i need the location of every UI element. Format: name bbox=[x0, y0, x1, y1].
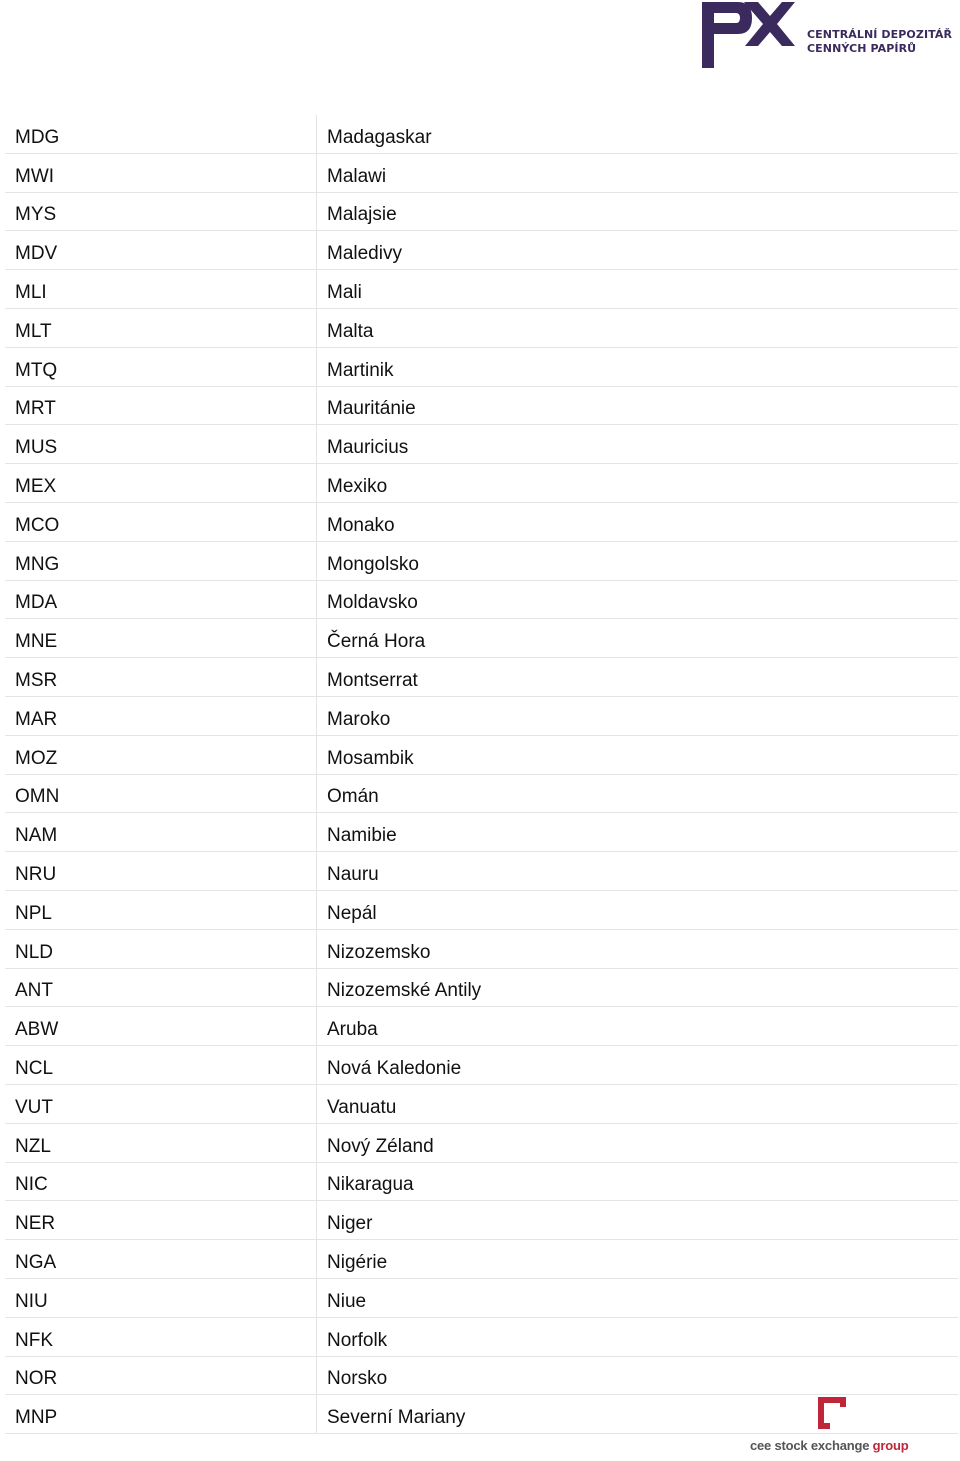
country-name-cell: Mexiko bbox=[317, 464, 959, 503]
logo-line-2: CENNÝCH PAPÍRŮ bbox=[807, 42, 917, 55]
table-row bbox=[5, 580, 958, 619]
table-row bbox=[5, 153, 958, 192]
country-name-cell: Nepál bbox=[317, 890, 959, 929]
country-code-cell: NLD bbox=[5, 929, 317, 968]
country-name-cell: Aruba bbox=[317, 1007, 959, 1046]
table-row bbox=[5, 115, 958, 153]
country-code-cell: MAR bbox=[5, 696, 317, 735]
country-code-cell: MTQ bbox=[5, 347, 317, 386]
country-name-cell: Mali bbox=[317, 270, 959, 309]
cee-seg-logo bbox=[748, 1395, 928, 1455]
table-row bbox=[5, 270, 958, 309]
country-code-cell: NGA bbox=[5, 1240, 317, 1279]
country-name-cell: Nigérie bbox=[317, 1240, 959, 1279]
country-name-cell: Nikaragua bbox=[317, 1162, 959, 1201]
country-name-cell: Nizozemské Antily bbox=[317, 968, 959, 1007]
table-row bbox=[5, 386, 958, 425]
country-code-cell: VUT bbox=[5, 1084, 317, 1123]
country-name-cell: Nová Kaledonie bbox=[317, 1046, 959, 1085]
table-row bbox=[5, 502, 958, 541]
country-code-cell: NIC bbox=[5, 1162, 317, 1201]
table-row bbox=[5, 658, 958, 697]
cee-seg-logo-icon bbox=[816, 1395, 848, 1429]
table-row bbox=[5, 1007, 958, 1046]
table-row bbox=[5, 541, 958, 580]
table-row bbox=[5, 813, 958, 852]
country-code-cell: NRU bbox=[5, 852, 317, 891]
country-code-cell: MEX bbox=[5, 464, 317, 503]
footer-text-part2: group bbox=[869, 1438, 909, 1453]
table-row bbox=[5, 619, 958, 658]
table-row bbox=[5, 308, 958, 347]
country-name-cell: Mauricius bbox=[317, 425, 959, 464]
country-name-cell: Severní Mariany bbox=[317, 1395, 959, 1434]
table-row bbox=[5, 774, 958, 813]
country-name-cell: Maledivy bbox=[317, 231, 959, 270]
table-row bbox=[5, 696, 958, 735]
country-name-cell: Maroko bbox=[317, 696, 959, 735]
country-name-cell: Madagaskar bbox=[317, 115, 959, 153]
country-code-table bbox=[5, 115, 958, 1434]
country-code-cell: MNP bbox=[5, 1395, 317, 1434]
country-name-cell: Namibie bbox=[317, 813, 959, 852]
country-code-cell: MNE bbox=[5, 619, 317, 658]
country-code-cell: NCL bbox=[5, 1046, 317, 1085]
country-code-cell: NER bbox=[5, 1201, 317, 1240]
country-name-cell: Montserrat bbox=[317, 658, 959, 697]
country-code-cell: MDG bbox=[5, 115, 317, 153]
country-code-cell: MUS bbox=[5, 425, 317, 464]
country-name-cell: Malawi bbox=[317, 153, 959, 192]
country-name-cell: Martinik bbox=[317, 347, 959, 386]
country-name-cell: Monako bbox=[317, 502, 959, 541]
country-code-cell: MNG bbox=[5, 541, 317, 580]
footer-brand-text bbox=[750, 1438, 909, 1453]
country-name-cell: Moldavsko bbox=[317, 580, 959, 619]
country-code-cell: MDA bbox=[5, 580, 317, 619]
country-name-cell: Mauritánie bbox=[317, 386, 959, 425]
country-code-cell: NFK bbox=[5, 1317, 317, 1356]
country-code-cell: ABW bbox=[5, 1007, 317, 1046]
table-row bbox=[5, 1123, 958, 1162]
country-code-cell: MSR bbox=[5, 658, 317, 697]
table-row bbox=[5, 852, 958, 891]
table-row bbox=[5, 968, 958, 1007]
footer-text-part1: cee stock exchange bbox=[750, 1438, 870, 1453]
table-row bbox=[5, 1278, 958, 1317]
country-code-cell: NAM bbox=[5, 813, 317, 852]
country-name-cell: Malajsie bbox=[317, 192, 959, 231]
cdcp-logo bbox=[700, 0, 953, 70]
table-row bbox=[5, 425, 958, 464]
country-name-cell: Mongolsko bbox=[317, 541, 959, 580]
country-code-cell: MLI bbox=[5, 270, 317, 309]
table-row bbox=[5, 347, 958, 386]
country-name-cell: Omán bbox=[317, 774, 959, 813]
table-row bbox=[5, 1046, 958, 1085]
country-name-cell: Malta bbox=[317, 308, 959, 347]
country-code-cell: MDV bbox=[5, 231, 317, 270]
table-row bbox=[5, 929, 958, 968]
cdcp-px-logo-icon bbox=[700, 0, 800, 70]
country-code-cell: MRT bbox=[5, 386, 317, 425]
country-name-cell: Niue bbox=[317, 1278, 959, 1317]
table-row bbox=[5, 1317, 958, 1356]
table-row bbox=[5, 1201, 958, 1240]
country-code-cell: MWI bbox=[5, 153, 317, 192]
country-code-cell: NOR bbox=[5, 1356, 317, 1395]
country-name-cell: Černá Hora bbox=[317, 619, 959, 658]
country-code-cell: NIU bbox=[5, 1278, 317, 1317]
country-code-cell: MOZ bbox=[5, 735, 317, 774]
table-row bbox=[5, 735, 958, 774]
country-code-cell: MLT bbox=[5, 308, 317, 347]
country-name-cell: Nauru bbox=[317, 852, 959, 891]
country-name-cell: Norsko bbox=[317, 1356, 959, 1395]
table-row bbox=[5, 1162, 958, 1201]
country-name-cell: Vanuatu bbox=[317, 1084, 959, 1123]
table-row bbox=[5, 192, 958, 231]
country-name-cell: Nizozemsko bbox=[317, 929, 959, 968]
country-code-cell: MYS bbox=[5, 192, 317, 231]
logo-line-1: CENTRÁLNÍ DEPOZITÁŘ bbox=[807, 28, 953, 41]
country-code-cell: NPL bbox=[5, 890, 317, 929]
country-code-cell: OMN bbox=[5, 774, 317, 813]
table-row bbox=[5, 1240, 958, 1279]
country-name-cell: Norfolk bbox=[317, 1317, 959, 1356]
table-row bbox=[5, 890, 958, 929]
table-row bbox=[5, 1356, 958, 1395]
country-name-cell: Niger bbox=[317, 1201, 959, 1240]
country-code-table-body bbox=[5, 115, 958, 1434]
country-code-cell: ANT bbox=[5, 968, 317, 1007]
country-name-cell: Mosambik bbox=[317, 735, 959, 774]
table-row bbox=[5, 231, 958, 270]
table-row bbox=[5, 464, 958, 503]
table-row bbox=[5, 1084, 958, 1123]
country-name-cell: Nový Zéland bbox=[317, 1123, 959, 1162]
country-code-cell: MCO bbox=[5, 502, 317, 541]
country-code-cell: NZL bbox=[5, 1123, 317, 1162]
